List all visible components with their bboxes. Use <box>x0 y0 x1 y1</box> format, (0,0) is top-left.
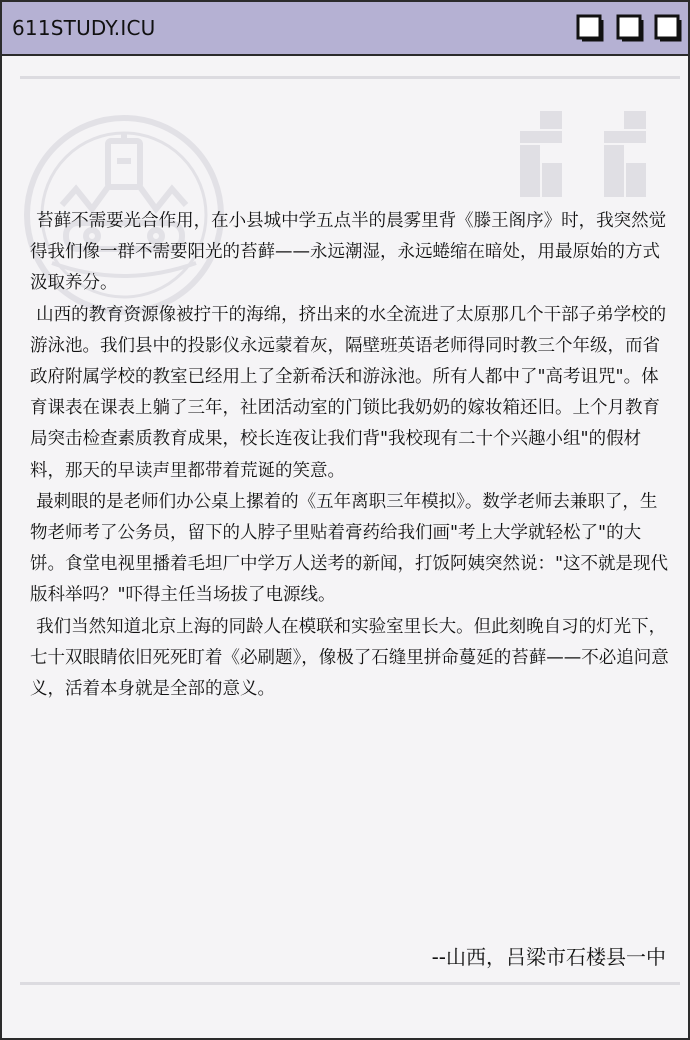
title-bar[interactable] <box>2 2 688 56</box>
minimize-button[interactable] <box>576 14 604 42</box>
article-paragraph: 我们当然知道北京上海的同龄人在模联和实验室里长大。但此刻晚自习的灯光下，七十双眼睛依旧死死盯着《必刷题》，像极了石缝里拼命蔓延的苔藓——不必追问意义，活着本身就是全部的意义。 <box>30 616 669 700</box>
article-paragraph: 山西的教育资源像被拧干的海绵，挤出来的水全流进了太原那几个干部子弟学校的游泳池。我们县中的投影仪永远蒙着灰，隔壁班英语老师得同时教三个年级，而省政府附属学校的教室已经用上了全新希沃和游泳池。所有人都中了"高考诅咒"。体育课表在课表上躺了三年，社团活动室的门锁比我奶奶的嫁妆箱还旧。上个月教育局突击检查素质教育成果，校长连夜让我们背"我校现有二十个兴趣小组"的假材料，那天的早读声里都带着荒诞的笑意。 <box>30 304 667 481</box>
maximize-button[interactable] <box>616 14 644 42</box>
article-body <box>30 206 670 705</box>
window-minimize-icon <box>576 14 604 42</box>
pixel-blocks-icon <box>520 111 646 202</box>
window-maximize-icon <box>616 14 644 42</box>
article-paragraph: 最刺眼的是老师们办公桌上摞着的《五年离职三年模拟》。数学老师去兼职了，生物老师考了公务员，留下的人脖子里贴着膏药给我们画"考上大学就轻松了"的大饼。食堂电视里播着毛坦厂中学万人送考的新闻，打饭阿姨突然说："这不就是现代版科举吗？"吓得主任当场拔了电源线。 <box>30 491 669 606</box>
window-close-icon <box>654 14 682 42</box>
close-button[interactable] <box>654 14 682 42</box>
top-divider <box>20 76 680 79</box>
bottom-divider <box>20 982 680 985</box>
window-title: 611STUDY.ICU <box>12 16 156 40</box>
content-area <box>2 56 688 1038</box>
author-signature: --山西，吕梁市石楼县一中 <box>431 945 666 969</box>
article-paragraph: 苔藓不需要光合作用，在小县城中学五点半的晨雾里背《滕王阁序》时，我突然觉得我们像一群不需要阳光的苔藓——永远潮湿，永远蜷缩在暗处，用最原始的方式汲取养分。 <box>30 211 667 294</box>
